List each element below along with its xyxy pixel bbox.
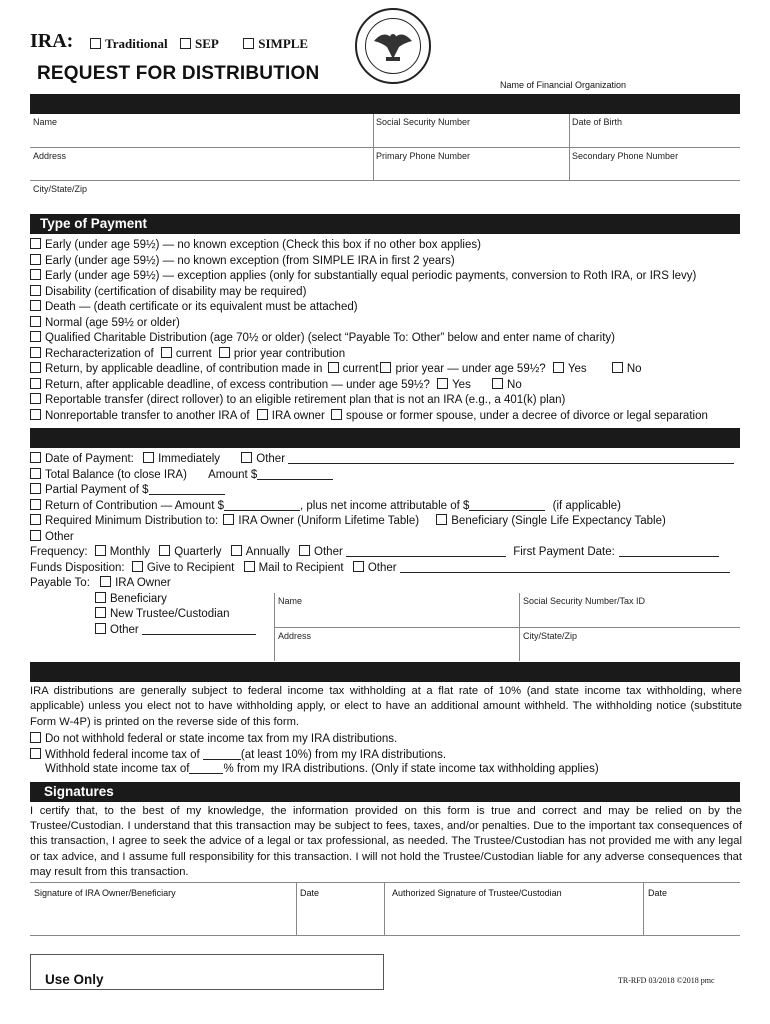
payee-address-label: Address [278, 631, 312, 641]
type-of-payment-title: Type of Payment [40, 216, 148, 231]
primary-phone-field[interactable] [373, 148, 569, 181]
seal-inner-ring [365, 18, 421, 74]
immediately-checkbox[interactable] [143, 452, 154, 463]
payable-to-row [30, 576, 171, 589]
monthly-checkbox[interactable] [95, 545, 106, 556]
partial-payment-label: Partial Payment of $ [45, 484, 149, 496]
reportable-transfer-checkbox[interactable] [30, 393, 41, 404]
payee-city-label: City/State/Zip [523, 631, 578, 641]
payee-ssn-label: Social Security Number/Tax ID [523, 596, 646, 606]
quarterly-label: Quarterly [174, 546, 222, 558]
payable-owner-label: IRA Owner [115, 577, 171, 589]
signature-grid-divider [643, 882, 644, 936]
partial-payment-row [30, 483, 225, 496]
state-withholding-input[interactable] [189, 763, 223, 774]
payable-other-input[interactable] [142, 624, 256, 635]
ira-type-options [90, 36, 308, 52]
return-contribution-label: Return of Contribution — Amount $ [45, 499, 224, 512]
recharacterization-option[interactable] [30, 347, 345, 360]
primary-phone-label: Primary Phone Number [376, 151, 471, 161]
return-contribution-checkbox[interactable] [30, 499, 41, 510]
use-only-box [30, 954, 384, 990]
return-current-checkbox[interactable] [328, 362, 339, 373]
disability-label: Disability (certification of disability may be required) [45, 285, 307, 298]
other-payment-checkbox[interactable] [30, 530, 41, 541]
partial-payment-checkbox[interactable] [30, 483, 41, 494]
payable-other-label: Other [110, 623, 139, 636]
federal-withholding-label: Withhold federal income tax of [45, 749, 200, 761]
current-label: current [175, 347, 212, 360]
state-withholding-tail: % from my IRA distributions. (Only if state income tax withholding applies) [223, 763, 599, 775]
owner-ssn-label: Social Security Number [376, 117, 471, 127]
certification-text: I certify that, to the best of my knowledge, the information provided on this form is true and correct and may be relied on by the Trustee/Custodian. I understand that this transaction may be subject to fees, taxes, and/or penalties. Due to the important tax consequences of this transaction, I agree to seek the advice of a legal or tax professional, as needed. The Trustee/Custodian has not provided me with any legal or tax advice, and I assume full responsibility for this transaction. I will not hold the Trustee/Custodian liable for any adverse consequences that may result from this transaction. [30, 805, 742, 878]
total-balance-checkbox[interactable] [30, 468, 41, 479]
nonreportable-transfer-option[interactable] [30, 409, 708, 422]
payable-other-checkbox[interactable] [95, 623, 106, 634]
owner-ssn-field[interactable] [373, 114, 569, 148]
partial-payment-input[interactable] [149, 484, 225, 495]
amount-label: Amount $ [208, 468, 258, 481]
federal-withholding-input[interactable] [203, 749, 241, 760]
transfer-ira-owner-checkbox[interactable] [257, 409, 268, 420]
death-checkbox[interactable] [30, 300, 41, 311]
immediately-label: Immediately [158, 453, 221, 465]
form-title: REQUEST FOR DISTRIBUTION [37, 63, 320, 84]
owner-info-bar [30, 94, 740, 114]
payable-trustee-row [95, 607, 230, 620]
recharacterization-prior-checkbox[interactable] [219, 347, 230, 358]
net-income-input[interactable] [469, 500, 545, 511]
eagle-emblem-icon [366, 19, 420, 73]
early-no-exception-option[interactable] [30, 238, 481, 251]
date-of-payment-label: Date of Payment: [45, 453, 134, 465]
funds-disposition-label: Funds Disposition: [30, 561, 125, 574]
owner-name-label: Name [33, 117, 58, 127]
seal-logo [355, 8, 431, 84]
payment-date-other-checkbox[interactable] [241, 452, 252, 463]
simple-checkbox[interactable] [243, 38, 254, 49]
payable-beneficiary-label: Beneficiary [110, 592, 167, 605]
early-simple-checkbox[interactable] [30, 254, 41, 265]
rmd-beneficiary-label: Beneficiary (Single Life Expectancy Table) [451, 515, 666, 527]
frequency-other-checkbox[interactable] [299, 545, 310, 556]
frequency-label: Frequency: [30, 546, 88, 558]
return-before-no-checkbox[interactable] [612, 362, 623, 373]
grid-divider [569, 114, 570, 181]
signatures-title: Signatures [44, 784, 114, 799]
payment-details-bar [30, 428, 740, 448]
recharacterization-checkbox[interactable] [30, 347, 41, 358]
return-before-yes-checkbox[interactable] [553, 362, 564, 373]
trustee-signature-field[interactable] [392, 888, 562, 898]
owner-date-field[interactable] [300, 888, 319, 898]
owner-address-field[interactable] [30, 148, 373, 181]
qcd-label: Qualified Charitable Distribution (age 70½ or older) (select “Payable To: Other” below and enter name of charity) [45, 332, 615, 344]
yes-label: Yes [452, 378, 471, 391]
payable-trustee-checkbox[interactable] [95, 607, 106, 618]
rmd-label: Required Minimum Distribution to: [45, 515, 219, 527]
reportable-transfer-label: Reportable transfer (direct rollover) to an eligible retirement plan that is not an IRA (e.g., a 401(k) plan) [45, 394, 566, 406]
federal-withholding-checkbox[interactable] [30, 748, 41, 759]
return-contribution-amount-input[interactable] [224, 500, 300, 511]
signature-grid-divider [296, 882, 297, 936]
death-label: Death — (death certificate or its equivalent must be attached) [45, 301, 358, 313]
form-code: TR-RFD 03/2018 ©2018 pmc [618, 976, 715, 985]
give-to-recipient-label: Give to Recipient [146, 561, 235, 574]
federal-withholding-option[interactable] [30, 748, 446, 761]
date-of-payment-row [30, 452, 734, 465]
no-label: No [507, 378, 522, 391]
early-simple-option[interactable] [30, 254, 455, 267]
prior-year-label: prior year contribution [233, 347, 346, 360]
mail-to-recipient-label: Mail to Recipient [258, 561, 344, 574]
withholding-notice: IRA distributions are generally subject to federal income tax withholding at a flat rate of 10% (and state income tax withholding, where applicable) unless you elect not to have withholding apply, or elect to have an additional amount withheld. The withholding notice (substitute Form W-4P) is printed on the reverse side of this form. [30, 685, 742, 728]
owner-dob-label: Date of Birth [572, 117, 623, 127]
qcd-checkbox[interactable] [30, 331, 41, 342]
trustee-date-field[interactable] [648, 888, 667, 898]
payable-beneficiary-checkbox[interactable] [95, 592, 106, 603]
disability-checkbox[interactable] [30, 285, 41, 296]
nonreportable-transfer-checkbox[interactable] [30, 409, 41, 420]
owner-city-field[interactable] [30, 181, 740, 203]
net-income-label: , plus net income attributable of $ [300, 499, 470, 512]
state-withholding-label: Withhold state income tax of [45, 763, 190, 775]
spouse-label: spouse or former spouse, under a decree of divorce or legal separation [346, 409, 708, 422]
if-applicable-label: (if applicable) [552, 499, 622, 512]
payee-name-label: Name [278, 596, 303, 606]
reportable-transfer-option[interactable] [30, 393, 565, 406]
owner-dob-field[interactable] [569, 114, 740, 148]
use-only-label: Use Only [45, 972, 104, 987]
rmd-owner-label: IRA Owner (Uniform Lifetime Table) [238, 515, 420, 527]
traditional-label: Traditional [105, 36, 168, 51]
yes-label: Yes [567, 363, 587, 375]
return-after-yes-checkbox[interactable] [437, 378, 448, 389]
signature-grid-divider [384, 882, 385, 936]
normal-option[interactable] [30, 316, 180, 329]
return-before-deadline-option[interactable] [30, 362, 642, 375]
payable-to-label: Payable To: [30, 577, 90, 589]
rmd-owner-checkbox[interactable] [223, 514, 234, 525]
rmd-beneficiary-checkbox[interactable] [436, 514, 447, 525]
date-of-payment-checkbox[interactable] [30, 452, 41, 463]
normal-checkbox[interactable] [30, 316, 41, 327]
signatures-bar [30, 782, 740, 802]
grid-divider [373, 114, 374, 181]
total-balance-amount-input[interactable] [257, 469, 333, 480]
total-balance-row [30, 468, 333, 481]
funds-disposition-row [30, 561, 730, 574]
quarterly-checkbox[interactable] [159, 545, 170, 556]
payable-trustee-label: New Trustee/Custodian [110, 608, 230, 620]
first-payment-date-input[interactable] [619, 546, 719, 557]
payable-owner-checkbox[interactable] [100, 576, 111, 587]
disability-option[interactable] [30, 285, 306, 298]
return-before-deadline-checkbox[interactable] [30, 362, 41, 373]
secondary-phone-label: Secondary Phone Number [572, 151, 679, 161]
other-label: Other [256, 453, 286, 465]
no-withholding-option[interactable] [30, 732, 397, 745]
early-exception-label: Early (under age 59½) — exception applies (only for substantially equal periodic payments, conversion to Roth IRA, or IRS levy) [45, 270, 697, 282]
state-withholding-row [45, 763, 599, 775]
current-label: current [342, 363, 379, 375]
ira-owner-label: IRA owner [271, 409, 325, 422]
trustee-signature-label: Authorized Signature of Trustee/Custodian [392, 888, 562, 898]
early-no-exception-checkbox[interactable] [30, 238, 41, 249]
qcd-option[interactable] [30, 331, 615, 344]
mail-to-recipient-checkbox[interactable] [244, 561, 255, 572]
prior-year-under-label: prior year — under age 59½? [395, 363, 546, 375]
federal-withholding-tail: (at least 10%) from my IRA distributions. [240, 749, 447, 761]
other-payment-row [30, 530, 74, 543]
owner-signature-label: Signature of IRA Owner/Beneficiary [34, 888, 176, 898]
no-withholding-label: Do not withhold federal or state income tax from my IRA distributions. [45, 733, 398, 745]
early-no-exception-label: Early (under age 59½) — no known exception (Check this box if no other box applies) [45, 239, 481, 251]
owner-address-label: Address [33, 151, 67, 161]
payment-date-other-input[interactable] [288, 453, 734, 464]
recharacterization-current-checkbox[interactable] [161, 347, 172, 358]
rmd-checkbox[interactable] [30, 514, 41, 525]
withholding-bar [30, 662, 740, 682]
owner-signature-field[interactable] [34, 888, 176, 898]
financial-org-label: Name of Financial Organization [500, 80, 627, 90]
give-to-recipient-checkbox[interactable] [132, 561, 143, 572]
other-payment-label: Other [45, 530, 74, 543]
no-label: No [626, 363, 642, 375]
disposition-other-input[interactable] [400, 562, 730, 573]
disposition-other-checkbox[interactable] [353, 561, 364, 572]
trustee-date-label: Date [648, 888, 668, 898]
return-prior-checkbox[interactable] [380, 362, 391, 373]
payable-other-row [95, 623, 256, 636]
monthly-label: Monthly [109, 546, 151, 558]
ira-type-header [30, 30, 73, 53]
return-before-label: Return, by applicable deadline, of contribution made in [45, 363, 323, 375]
transfer-spouse-checkbox[interactable] [331, 409, 342, 420]
death-option[interactable] [30, 300, 358, 313]
return-after-deadline-option[interactable] [30, 378, 522, 391]
payee-ssn-field[interactable] [520, 593, 740, 628]
return-after-label: Return, after applicable deadline, of excess contribution — under age 59½? [45, 378, 430, 391]
early-simple-label: Early (under age 59½) — no known exception (from SIMPLE IRA in first 2 years) [45, 254, 455, 267]
total-balance-label: Total Balance (to close IRA) [45, 468, 187, 481]
ira-label: IRA: [30, 30, 74, 52]
traditional-checkbox[interactable] [90, 38, 101, 49]
sep-label: SEP [195, 36, 219, 51]
recharacterization-label: Recharacterization of [45, 347, 154, 360]
payable-beneficiary-row [95, 592, 167, 605]
return-after-no-checkbox[interactable] [492, 378, 503, 389]
payee-address-field[interactable] [275, 628, 519, 661]
owner-name-field[interactable] [30, 114, 373, 148]
payee-city-field[interactable] [520, 628, 740, 661]
type-of-payment-bar [30, 214, 740, 234]
no-withholding-checkbox[interactable] [30, 732, 41, 743]
frequency-other-input[interactable] [346, 546, 506, 557]
payee-name-field[interactable] [275, 593, 519, 628]
early-exception-option[interactable] [30, 269, 696, 282]
secondary-phone-field[interactable] [569, 148, 740, 181]
return-after-deadline-checkbox[interactable] [30, 378, 41, 389]
owner-city-label: City/State/Zip [33, 184, 88, 194]
normal-label: Normal (age 59½ or older) [45, 316, 180, 329]
annually-checkbox[interactable] [231, 545, 242, 556]
nonreportable-transfer-label: Nonreportable transfer to another IRA of [45, 409, 250, 422]
disposition-other-label: Other [367, 561, 397, 574]
frequency-other-label: Other [314, 546, 343, 558]
sep-checkbox[interactable] [180, 38, 191, 49]
first-payment-date-label: First Payment Date: [513, 546, 615, 558]
early-exception-checkbox[interactable] [30, 269, 41, 280]
return-contribution-row [30, 499, 621, 512]
frequency-row [30, 545, 719, 558]
simple-label: SIMPLE [258, 36, 309, 51]
rmd-row [30, 514, 666, 527]
annually-label: Annually [245, 546, 290, 558]
owner-date-label: Date [300, 888, 320, 898]
